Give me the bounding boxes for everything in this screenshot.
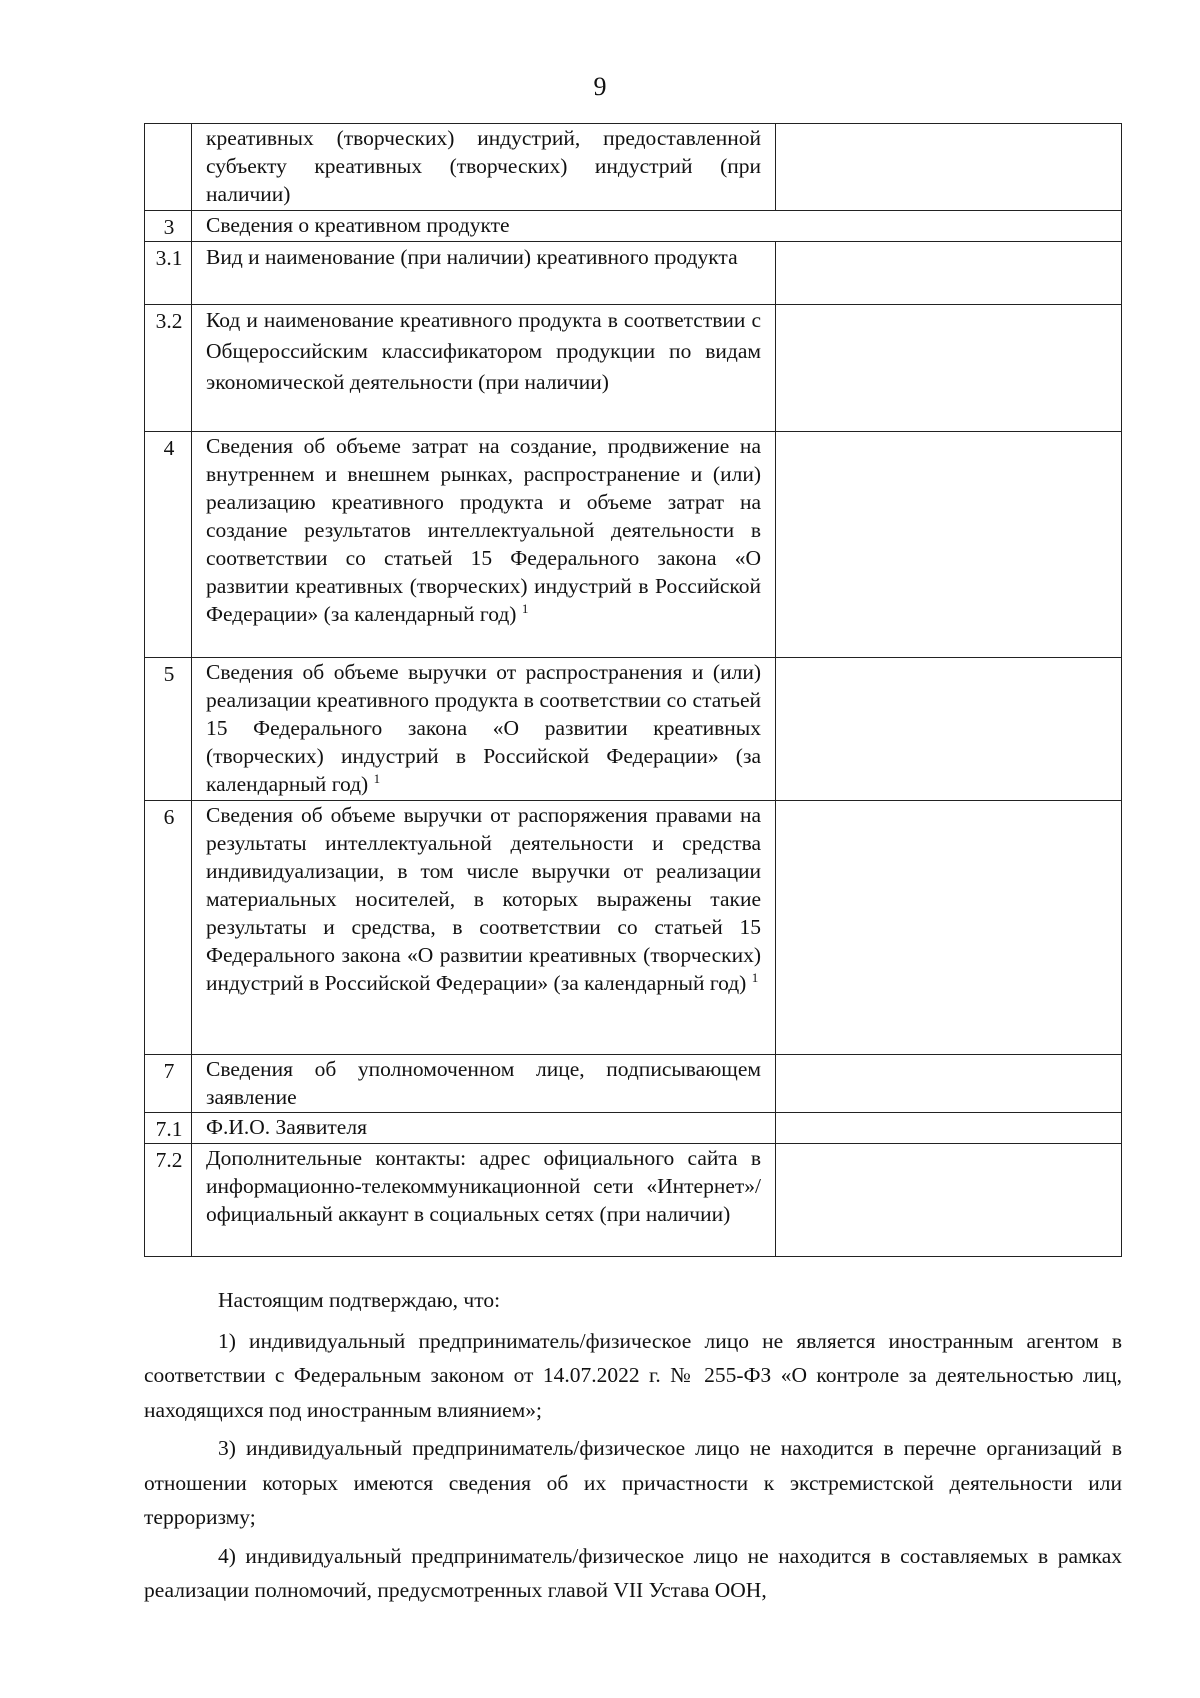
row-number: 7.2 (145, 1144, 192, 1257)
confirmation-section (144, 1283, 1122, 1612)
row-number: 5 (145, 658, 192, 801)
footnote-mark: 1 (521, 600, 529, 616)
row-number: 4 (145, 432, 192, 658)
value-cell[interactable] (776, 1113, 1122, 1144)
table-row (145, 1144, 1122, 1257)
row-number: 6 (145, 801, 192, 1055)
application-form-table (144, 123, 1122, 1257)
row-number: 3.2 (145, 305, 192, 432)
row-number (145, 124, 192, 211)
value-cell[interactable] (776, 432, 1122, 658)
table-row (145, 242, 1122, 305)
row-description: Сведения об объеме выручки от распоряжения правами на результаты интеллектуальной деятельности и средства индивидуализации, в том числе выручки от реализации материальных носителей, в которых выражены такие результаты и средства, в соответствии со статьей 15 Федерального закона «О развитии креативных (творческих) индустрий в Российской Федерации» (за календарный год) $^1$ (192, 801, 776, 1055)
value-cell[interactable] (776, 658, 1122, 801)
value-cell[interactable] (776, 124, 1122, 211)
table-row (145, 124, 1122, 211)
confirmation-item: 1) индивидуальный предприниматель/физическое лицо не является иностранным агентом в соответствии с Федеральным законом от 14.07.2022 г. № 255-ФЗ «О контроле за деятельностью лиц, находящихся под иностранным влиянием»; (144, 1328, 1122, 1422)
value-cell[interactable] (776, 242, 1122, 305)
table-row (145, 658, 1122, 801)
row-description: креативных (творческих) индустрий, предоставленной субъекту креативных (творческих) индустрий (при наличии) (192, 124, 776, 211)
confirmation-item: 4) индивидуальный предприниматель/физическое лицо не находится в составляемых в рамках реализации полномочий, предусмотренных главой VII Устава ООН, (144, 1543, 1122, 1602)
confirmation-item: 3) индивидуальный предприниматель/физическое лицо не находится в перечне организаций в отношении которых имеются сведения об их причастности к экстремистской деятельности или терроризму; (144, 1436, 1122, 1529)
value-cell[interactable] (776, 305, 1122, 432)
footnote-mark: 1 (373, 770, 381, 786)
confirmation-intro: Настоящим подтверждаю, что: (218, 1288, 501, 1312)
row-description: Дополнительные контакты: адрес официального сайта в информационно-телекоммуникационной сети «Интернет»/официальный аккаунт в социальных сетях (при наличии) (192, 1144, 776, 1257)
row-number: 3.1 (145, 242, 192, 305)
page-number: 9 (593, 72, 607, 101)
row-description: Ф.И.О. Заявителя (192, 1113, 776, 1144)
row-description: Код и наименование креативного продукта в соответствии с Общероссийским классификатором продукции по видам экономической деятельности (при наличии) (192, 305, 776, 432)
table-row (145, 432, 1122, 658)
footnote-mark: 1 (751, 969, 759, 985)
row-number: 7.1 (145, 1113, 192, 1144)
row-description: Сведения об уполномоченном лице, подписывающем заявление (192, 1055, 776, 1113)
value-cell[interactable] (776, 801, 1122, 1055)
row-description: Вид и наименование (при наличии) креативного продукта (192, 242, 776, 305)
table-row (145, 1055, 1122, 1113)
value-cell[interactable] (776, 1055, 1122, 1113)
row-number: 3 (145, 211, 192, 242)
row-description: Сведения об объеме выручки от распространения и (или) реализации креативного продукта в соответствии со статьей 15 Федерального закона «О развитии креативных (творческих) индустрий в Российской Федерации» (за календарный год) $^1$ (192, 658, 776, 801)
table-row section-row (145, 211, 1122, 242)
value-cell[interactable] (776, 1144, 1122, 1257)
table-row (145, 801, 1122, 1055)
table-row (145, 1113, 1122, 1144)
row-number: 7 (145, 1055, 192, 1113)
table-row (145, 305, 1122, 432)
section-heading: Сведения о креативном продукте (192, 211, 1122, 242)
row-description: Сведения об объеме затрат на создание, продвижение на внутреннем и внешнем рынках, распространение и (или) реализацию креативного продукта и объеме затрат на создание результатов интеллектуальной деятельности в соответствии со статьей 15 Федерального закона «О развитии креативных (творческих) индустрий в Российской Федерации» (за календарный год) $^1$ (192, 432, 776, 658)
